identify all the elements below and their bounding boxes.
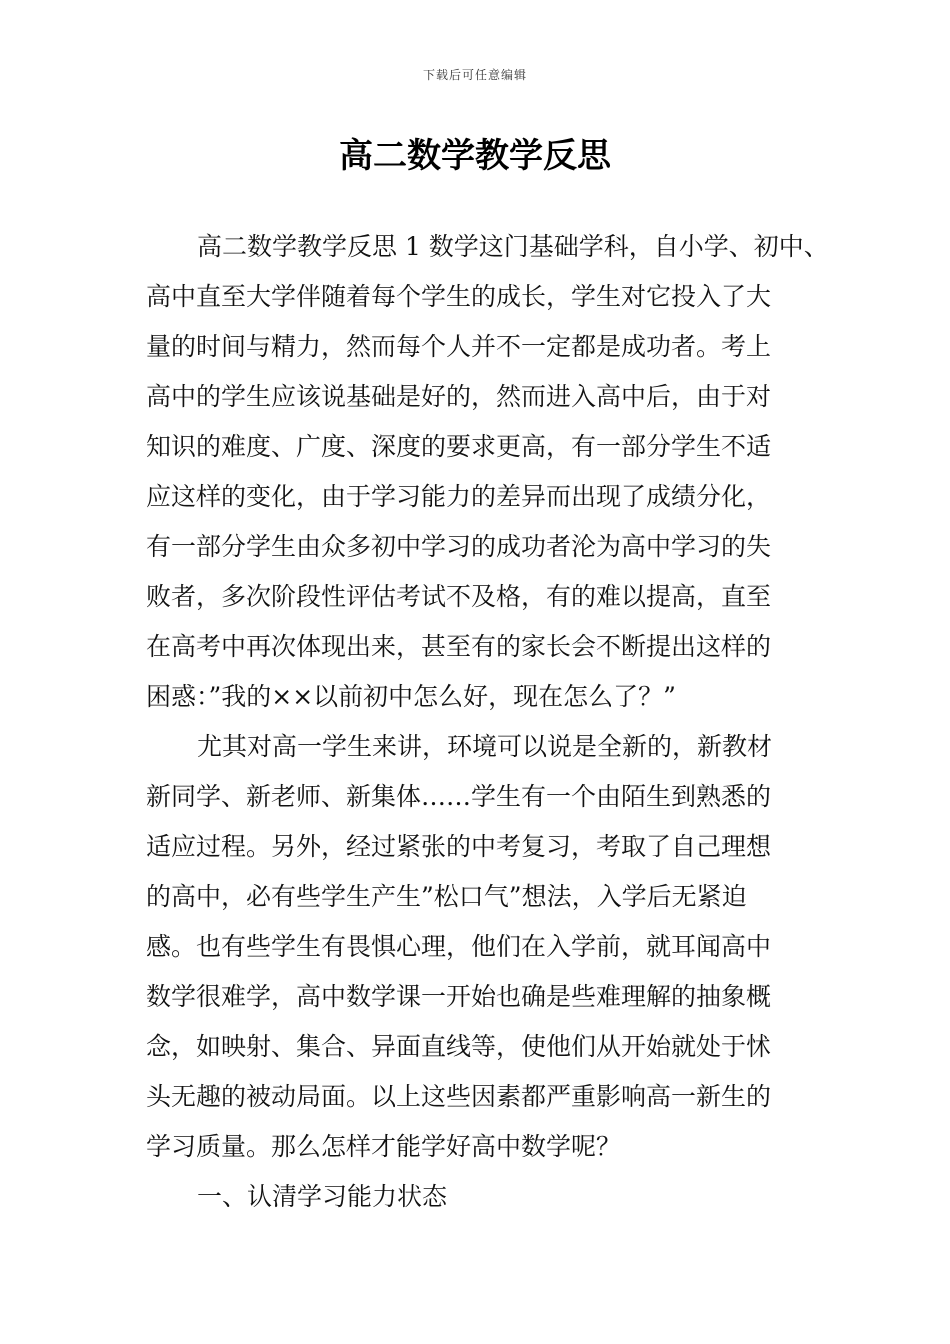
- text-line: 高中的学生应该说基础是好的，然而进入高中后，由于对: [146, 382, 772, 411]
- text-line: 一、认清学习能力状态: [197, 1182, 448, 1211]
- text-line: 知识的难度、广度、深度的要求更高，有一部分学生不适: [146, 432, 772, 461]
- text-line: 有一部分学生由众多初中学习的成功者沦为高中学习的失: [146, 532, 772, 561]
- text-line: 学习质量。那么怎样才能学好高中数学呢？: [146, 1132, 622, 1161]
- text-line: 高二数学教学反思 1 数学这门基础学科，自小学、初中、: [197, 232, 829, 261]
- text-line: 高中直至大学伴随着每个学生的成长，学生对它投入了大: [146, 282, 772, 311]
- text-line: 量的时间与精力，然而每个人并不一定都是成功者。考上: [146, 332, 772, 361]
- text-line: 应这样的变化，由于学习能力的差异而出现了成绩分化，: [146, 482, 772, 511]
- text-line: 头无趣的被动局面。以上这些因素都严重影响高一新生的: [146, 1082, 772, 1111]
- text-line: 感。也有些学生有畏惧心理，他们在入学前，就耳闻高中: [146, 932, 772, 961]
- text-line: 困惑：”我的××以前初中怎么好，现在怎么了？”: [146, 682, 676, 711]
- header-note: 下载后可任意编辑: [422, 68, 527, 82]
- text-line: 适应过程。另外，经过紧张的中考复习，考取了自己理想: [146, 832, 772, 861]
- text-line: 的高中，必有些学生产生”松口气”想法，入学后无紧迫: [146, 882, 747, 911]
- text-line: 败者，多次阶段性评估考试不及格，有的难以提高，直至: [146, 582, 772, 611]
- text-line: 新同学、新老师、新集体……学生有一个由陌生到熟悉的: [146, 782, 772, 811]
- text-line: 数学很难学，高中数学课一开始也确是些难理解的抽象概: [146, 982, 772, 1011]
- text-line: 在高考中再次体现出来，甚至有的家长会不断提出这样的: [146, 632, 772, 661]
- text-line: 尤其对高一学生来讲，环境可以说是全新的，新教材: [197, 732, 773, 761]
- text-line: 念，如映射、集合、异面直线等，使他们从开始就处于怵: [146, 1032, 772, 1061]
- document-body: [146, 222, 829, 1222]
- page-title: 高二数学教学反思: [339, 136, 611, 176]
